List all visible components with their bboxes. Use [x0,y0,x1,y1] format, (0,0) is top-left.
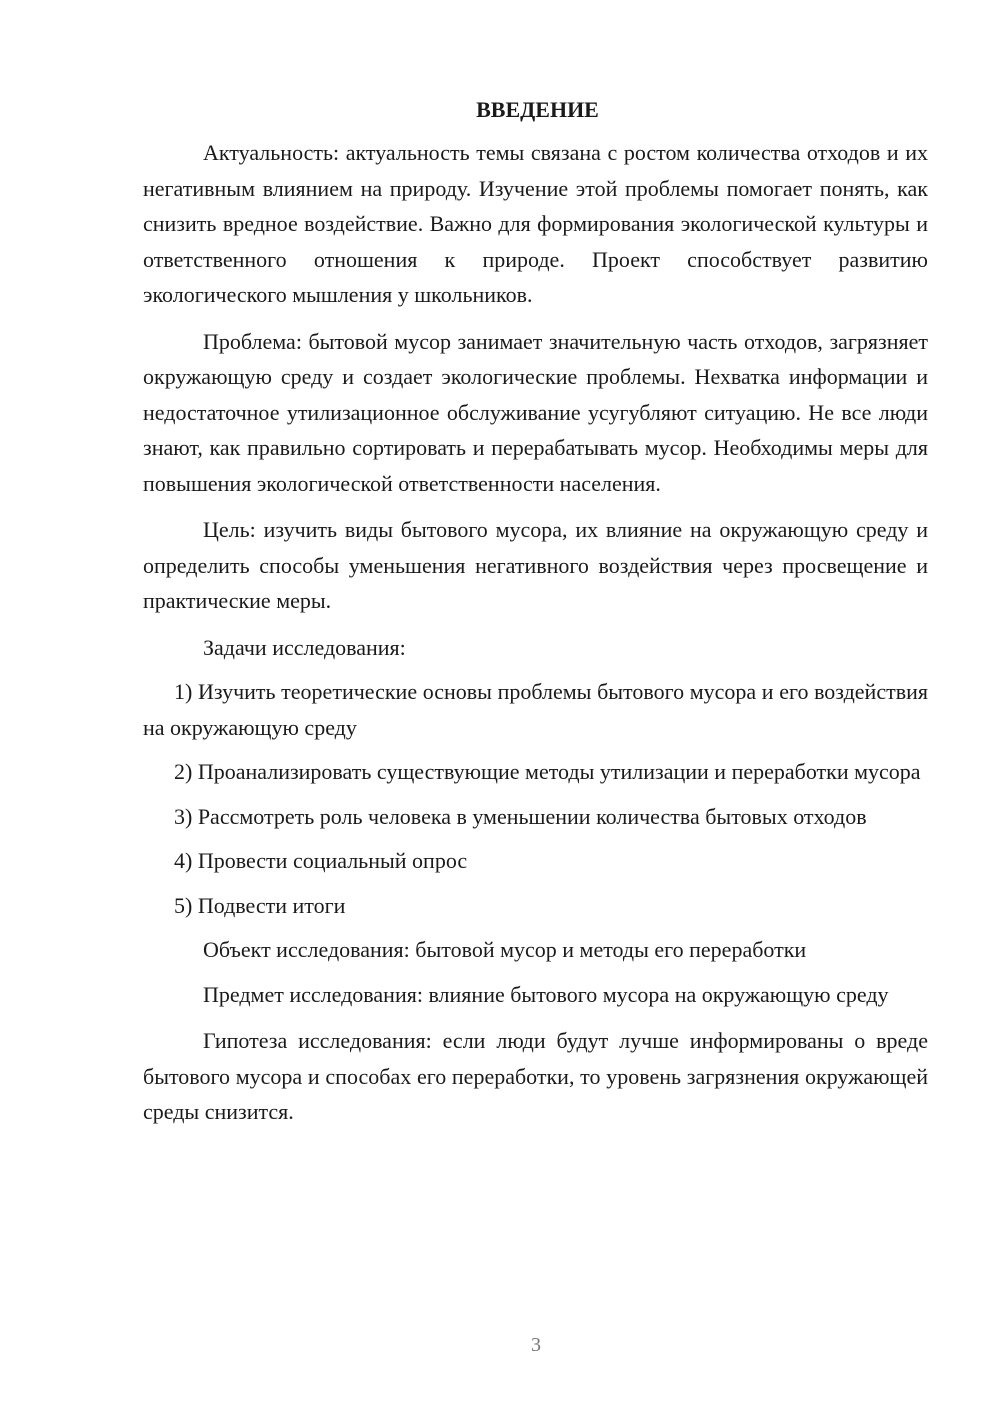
tasks-heading: Задачи исследования: [203,634,406,660]
object-paragraph: Объект исследования: бытовой мусор и методы его переработки [203,937,807,962]
relevance-paragraph: Актуальность: актуальность темы связана с ростом количества отходов и их негативным влиянием на природу. Изучение этой проблемы помогает понять, как снизить вредное воздействие. Важно для формирования экологической культуры и ответственного отношения к природе. Проект способствует развитию экологического мышления у школьников. [143,140,928,307]
task-item-3: 3) Рассмотреть роль человека в уменьшении количества бытовых отходов [174,803,867,829]
subject-paragraph: Предмет исследования: влияние бытового мусора на окружающую среду [203,981,889,1007]
page-number: 3 [531,1334,541,1356]
task-item-5: 5) Подвести итоги [174,892,346,918]
goal-paragraph: Цель: изучить виды бытового мусора, их влияние на окружающую среду и определить способы уменьшения негативного воздействия через просвещение и практические меры. [143,517,928,613]
task-item-4: 4) Провести социальный опрос [174,848,468,873]
section-heading: ВВЕДЕНИЕ [476,97,599,122]
task-item-2: 2) Проанализировать существующие методы утилизации и переработки мусора [174,759,921,784]
hypothesis-paragraph: Гипотеза исследования: если люди будут лучше информированы о вреде бытового мусора и способах его переработки, то уровень загрязнения окружающей среды снизится. [143,1028,928,1124]
page-content [143,95,928,1141]
task-item-1: 1) Изучить теоретические основы проблемы бытового мусора и его воздействия на окружающую среду [143,679,928,740]
problem-paragraph: Проблема: бытовой мусор занимает значительную часть отходов, загрязняет окружающую среду и создает экологические проблемы. Нехватка информации и недостаточное утилизационное обслуживание усугубляют ситуацию. Не все люди знают, как правильно сортировать и перерабатывать мусор. Необходимы меры для повышения экологической ответственности населения. [143,328,928,496]
